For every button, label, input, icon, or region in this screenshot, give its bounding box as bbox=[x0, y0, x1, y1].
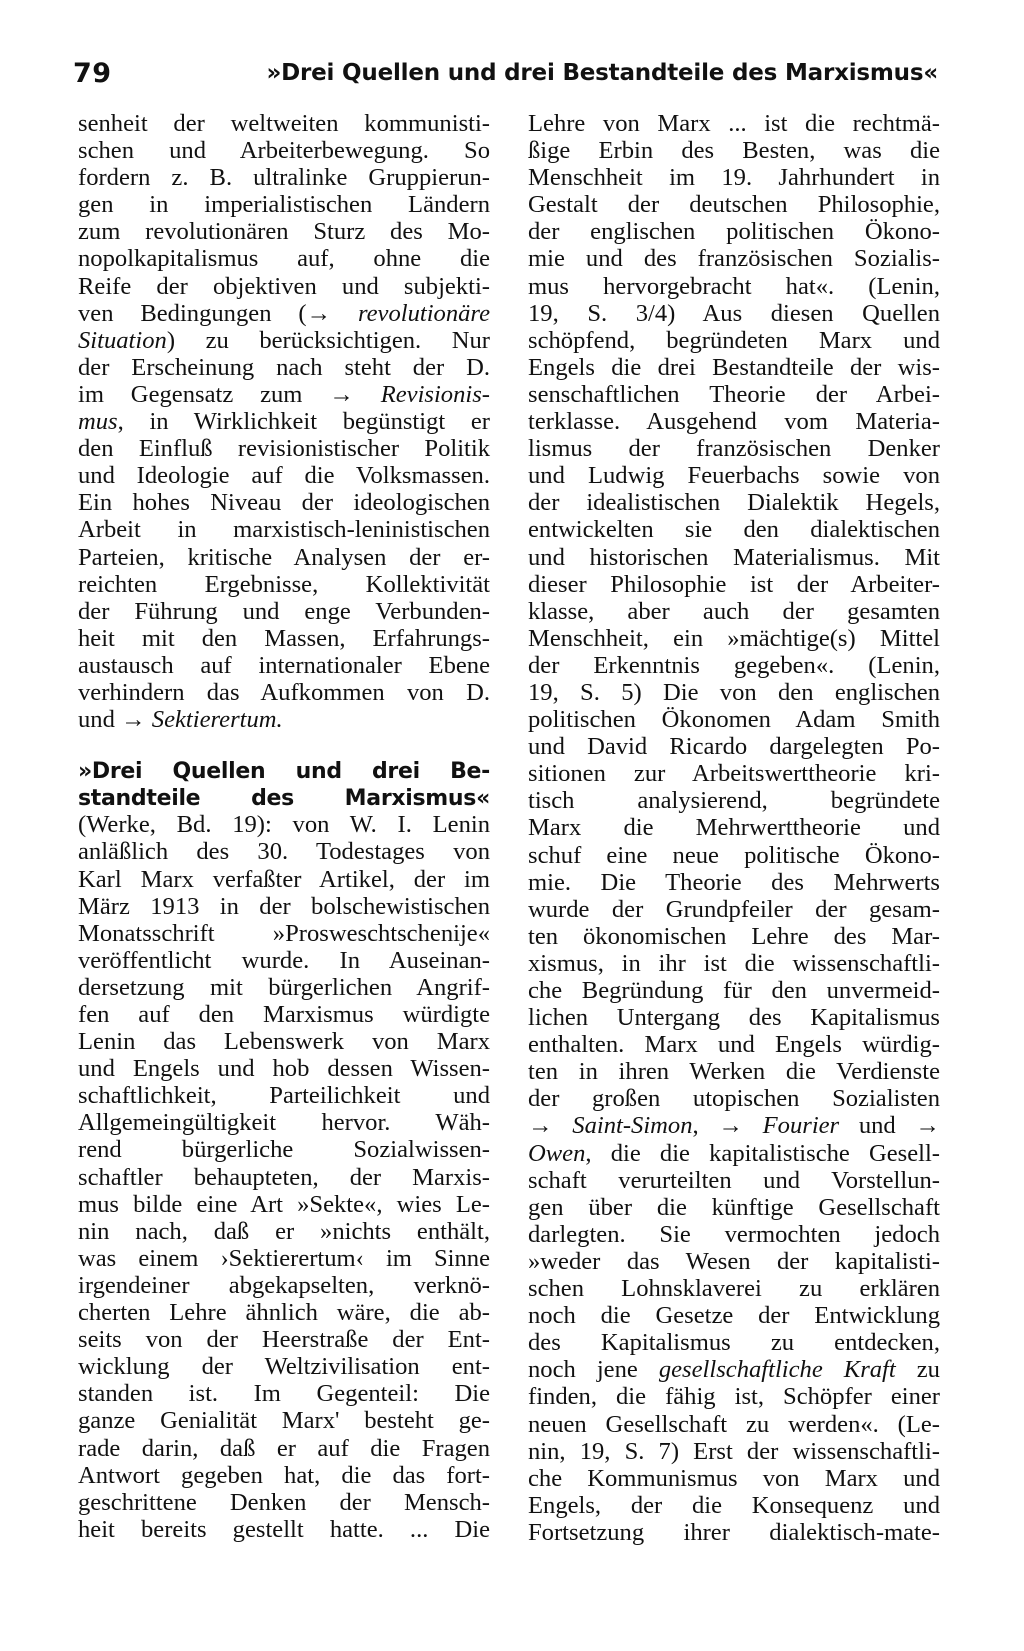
text-line bbox=[78, 598, 490, 625]
text-line bbox=[78, 544, 490, 571]
text-run: ven Bedingungen (→ bbox=[78, 299, 358, 327]
text-run: noch die Gesetze der Entwicklung bbox=[528, 1302, 940, 1330]
text-run: dieser Philosophie ist der Arbeiter- bbox=[528, 570, 940, 598]
text-run: nin nach, daß er »nichts enthält, bbox=[78, 1217, 490, 1245]
text-line bbox=[528, 977, 940, 1004]
text-run: Allgemeingültigkeit hervor. Wäh- bbox=[78, 1109, 490, 1137]
text-run: finden, die fähig ist, Schöpfer einer bbox=[528, 1383, 940, 1411]
text-line bbox=[78, 784, 490, 811]
text-run: politischen Ökonomen Adam Smith bbox=[528, 706, 940, 734]
text-line bbox=[528, 245, 940, 272]
italic-term: gesellschaftliche Kraft bbox=[658, 1356, 896, 1384]
text-line bbox=[528, 652, 940, 679]
text-line bbox=[78, 625, 490, 652]
text-run: noch jene bbox=[528, 1356, 659, 1384]
text-line bbox=[78, 1407, 490, 1434]
text-line bbox=[528, 1194, 940, 1221]
text-run: 19, S. 5) Die von den englischen bbox=[528, 678, 940, 706]
text-run: schen Lohnsklaverei zu erklären bbox=[528, 1275, 940, 1303]
text-run: wicklung der Weltzivilisation ent- bbox=[78, 1353, 490, 1381]
text-run: klasse, aber auch der gesamten bbox=[528, 597, 940, 625]
text-run: reichten Ergebnisse, Kollektivität bbox=[78, 570, 490, 598]
text-run: darlegten. Sie vermochten jedoch bbox=[528, 1220, 940, 1248]
text-line bbox=[78, 1299, 490, 1326]
text-run: der großen utopischen Sozialisten bbox=[528, 1085, 940, 1113]
text-run: Menschheit im 19. Jahrhundert in bbox=[528, 164, 940, 192]
text-line bbox=[78, 218, 490, 245]
text-line bbox=[528, 1248, 940, 1275]
text-line bbox=[528, 300, 940, 327]
text-run: , die die kapitalistische Gesell- bbox=[585, 1139, 940, 1167]
text-line bbox=[528, 869, 940, 896]
text-run: fen auf den Marxismus würdigte bbox=[78, 1001, 490, 1028]
text-run: che Kommunismus von Marx und bbox=[528, 1464, 940, 1492]
text-line bbox=[528, 110, 940, 137]
text-line bbox=[528, 1004, 940, 1031]
text-line bbox=[78, 1136, 490, 1163]
text-line bbox=[528, 571, 940, 598]
text-run: schöpfend, begründeten Marx und bbox=[528, 326, 940, 354]
text-line bbox=[528, 1356, 940, 1383]
text-line bbox=[78, 1353, 490, 1380]
text-line bbox=[78, 1001, 490, 1028]
text-run: irgendeiner abgekapselten, verknö- bbox=[78, 1271, 490, 1299]
text-line bbox=[78, 1082, 490, 1109]
italic-term: Situation bbox=[78, 326, 167, 354]
text-line bbox=[528, 1411, 940, 1438]
text-line bbox=[528, 950, 940, 977]
text-line bbox=[78, 408, 490, 435]
text-line bbox=[528, 354, 940, 381]
text-line bbox=[78, 354, 490, 381]
text-line bbox=[528, 1438, 940, 1465]
text-line bbox=[78, 920, 490, 947]
text-line bbox=[78, 191, 490, 218]
text-run: ) zu berücksichtigen. Nur bbox=[166, 326, 490, 354]
text-line bbox=[78, 1218, 490, 1245]
text-line bbox=[528, 1058, 940, 1085]
text-run: schaftler behaupteten, der Marxis- bbox=[78, 1163, 490, 1191]
text-line bbox=[528, 381, 940, 408]
text-run: Engels, der die Konsequenz und bbox=[528, 1491, 940, 1519]
text-line bbox=[78, 164, 490, 191]
text-run: gen in imperialistischen Ländern bbox=[78, 191, 490, 219]
text-line bbox=[78, 137, 490, 164]
text-run: Gestalt der deutschen Philosophie, bbox=[528, 191, 940, 219]
text-run: mus bilde eine Art »Sekte«, wies Le- bbox=[78, 1190, 490, 1218]
italic-term: mus bbox=[78, 408, 118, 436]
italic-term: Sektierertum. bbox=[151, 706, 283, 734]
text-run: der englischen politischen Ökono- bbox=[528, 218, 940, 246]
text-run: Engels die drei Bestandteile der wis- bbox=[528, 353, 940, 381]
text-line bbox=[528, 1112, 940, 1139]
text-line bbox=[78, 1109, 490, 1136]
text-line bbox=[78, 1164, 490, 1191]
text-line bbox=[78, 1272, 490, 1299]
text-line bbox=[78, 1028, 490, 1055]
text-run: Menschheit, ein »mächtige(s) Mittel bbox=[528, 624, 940, 652]
text-line bbox=[78, 838, 490, 865]
text-run: neuen Gesellschaft zu werden«. (Le- bbox=[528, 1410, 940, 1438]
text-line bbox=[78, 1326, 490, 1353]
text-run: geschrittene Denken der Mensch- bbox=[78, 1488, 490, 1516]
text-run: cherten Lehre ähnlich wäre, die ab- bbox=[78, 1299, 490, 1327]
text-line bbox=[78, 1245, 490, 1272]
text-line bbox=[528, 408, 940, 435]
paragraph-gap bbox=[78, 733, 490, 757]
text-run: Parteien, kritische Analysen der er- bbox=[78, 543, 490, 571]
text-line bbox=[78, 273, 490, 300]
text-line bbox=[528, 679, 940, 706]
text-run: seits von der Heerstraße der Ent- bbox=[78, 1326, 490, 1354]
text-line bbox=[78, 866, 490, 893]
text-line bbox=[528, 164, 940, 191]
text-line bbox=[528, 327, 940, 354]
text-run: der idealistischen Dialektik Hegels, bbox=[528, 489, 940, 517]
text-line bbox=[78, 1462, 490, 1489]
text-run: mie. Die Theorie des Mehrwerts bbox=[528, 868, 940, 896]
text-line bbox=[78, 811, 490, 838]
text-run: (Werke, Bd. 19): von W. I. Lenin bbox=[78, 811, 490, 839]
text-line bbox=[78, 1489, 490, 1516]
text-run: tisch analysierend, begründete bbox=[528, 787, 940, 815]
text-run: Ein hohes Niveau der ideologischen bbox=[78, 489, 490, 517]
text-run: fordern z. B. ultralinke Gruppierun- bbox=[78, 164, 490, 192]
text-line bbox=[78, 652, 490, 679]
text-run: im Gegensatz zum → bbox=[78, 380, 381, 408]
text-run: der Führung und enge Verbunden- bbox=[78, 597, 490, 625]
text-line bbox=[528, 273, 940, 300]
text-line bbox=[528, 760, 940, 787]
text-line bbox=[528, 1383, 940, 1410]
text-line bbox=[528, 1031, 940, 1058]
text-line bbox=[78, 1191, 490, 1218]
text-run: und historischen Materialismus. Mit bbox=[528, 543, 940, 571]
text-line bbox=[528, 1329, 940, 1356]
text-column-left bbox=[78, 110, 490, 1543]
text-run: den Einfluß revisionistischer Politik bbox=[78, 435, 490, 463]
text-run: gen über die künftige Gesellschaft bbox=[528, 1193, 940, 1221]
text-run: entwickelten sie den dialektischen bbox=[528, 516, 940, 544]
text-run: lichen Untergang des Kapitalismus bbox=[528, 1004, 940, 1032]
text-line bbox=[528, 598, 940, 625]
text-line bbox=[78, 571, 490, 598]
text-run: zu bbox=[895, 1356, 940, 1384]
text-run: März 1913 in der bolschewistischen bbox=[78, 892, 490, 920]
text-run: und → bbox=[78, 706, 152, 734]
text-run: und Engels und hob dessen Wissen- bbox=[78, 1055, 490, 1083]
text-run: was einem ›Sektierertum‹ im Sinne bbox=[78, 1244, 490, 1272]
text-line bbox=[528, 1302, 940, 1329]
text-run: enthalten. Marx und Engels würdig- bbox=[528, 1031, 940, 1059]
entry-heading: »Drei Quellen und drei Be- bbox=[78, 759, 490, 785]
text-run: senheit der weltweiten kommunisti- bbox=[78, 110, 490, 137]
text-line bbox=[78, 381, 490, 408]
text-line bbox=[78, 327, 490, 354]
text-run: nopolkapitalismus auf, ohne die bbox=[78, 245, 490, 273]
text-line bbox=[78, 1435, 490, 1462]
text-run: veröffentlicht wurde. In Auseinan- bbox=[78, 946, 490, 974]
text-run: »weder das Wesen der kapitalisti- bbox=[528, 1247, 940, 1275]
text-line bbox=[78, 110, 490, 137]
text-line bbox=[78, 757, 490, 784]
text-line bbox=[528, 625, 940, 652]
text-line bbox=[78, 1055, 490, 1082]
text-line bbox=[78, 435, 490, 462]
text-run: ten ökonomischen Lehre des Mar- bbox=[528, 922, 940, 950]
text-run: austausch auf internationaler Ebene bbox=[78, 651, 490, 679]
text-run: zum revolutionären Sturz des Mo- bbox=[78, 218, 490, 246]
text-line bbox=[78, 679, 490, 706]
text-run: sitionen zur Arbeitswerttheorie kri- bbox=[528, 760, 940, 788]
text-line bbox=[528, 191, 940, 218]
text-line bbox=[528, 896, 940, 923]
running-head: »Drei Quellen und drei Bestandteile des Marxismus« bbox=[266, 60, 938, 86]
text-line bbox=[528, 218, 940, 245]
text-run: rade darin, daß er auf die Fragen bbox=[78, 1434, 490, 1462]
text-line bbox=[528, 1492, 940, 1519]
text-run: Arbeit in marxistisch-leninistischen bbox=[78, 516, 490, 544]
text-run: Monatsschrift »Prosweschtschenije« bbox=[78, 919, 490, 947]
text-line bbox=[528, 1465, 940, 1492]
text-line bbox=[528, 544, 940, 571]
text-run: nin, 19, S. 7) Erst der wissenschaftli- bbox=[528, 1437, 940, 1465]
text-run: verhindern das Aufkommen von D. bbox=[78, 678, 490, 706]
text-line bbox=[78, 300, 490, 327]
text-run: der Erscheinung nach steht der D. bbox=[78, 353, 490, 381]
italic-term: Saint-Simon bbox=[572, 1112, 693, 1140]
text-run: rend bürgerliche Sozialwissen- bbox=[78, 1136, 490, 1164]
text-line bbox=[78, 245, 490, 272]
text-run: schen und Arbeiterbewegung. So bbox=[78, 137, 490, 165]
text-run: che Begründung für den unvermeid- bbox=[528, 977, 940, 1004]
text-run: standen ist. Im Gegenteil: Die bbox=[78, 1380, 490, 1408]
text-run: schaftlichkeit, Parteilichkeit und bbox=[78, 1082, 490, 1110]
text-line bbox=[78, 893, 490, 920]
text-line bbox=[528, 842, 940, 869]
text-run: dersetzung mit bürgerlichen Angrif- bbox=[78, 973, 490, 1001]
text-run: heit mit den Massen, Erfahrungs- bbox=[78, 624, 490, 652]
text-line bbox=[528, 462, 940, 489]
text-line bbox=[78, 516, 490, 543]
text-line bbox=[78, 974, 490, 1001]
text-line bbox=[528, 1085, 940, 1112]
text-line bbox=[78, 489, 490, 516]
text-run: → bbox=[528, 1112, 573, 1140]
text-run: des Kapitalismus zu entdecken, bbox=[528, 1329, 940, 1357]
text-line bbox=[528, 1221, 940, 1248]
text-line bbox=[528, 706, 940, 733]
italic-term: Owen bbox=[528, 1139, 586, 1167]
text-run: lismus der französischen Denker bbox=[528, 435, 940, 463]
text-line bbox=[528, 1140, 940, 1167]
text-line bbox=[528, 814, 940, 841]
italic-term: Revisionis- bbox=[380, 380, 490, 408]
text-line bbox=[528, 1519, 940, 1546]
text-run: Lehre von Marx ... ist die rechtmä- bbox=[528, 110, 940, 137]
text-line bbox=[528, 516, 940, 543]
text-run: Fortsetzung ihrer dialektisch-mate- bbox=[528, 1518, 940, 1546]
text-run: xismus, in ihr ist die wissenschaftli- bbox=[528, 949, 940, 977]
text-line bbox=[78, 462, 490, 489]
text-line bbox=[78, 706, 490, 733]
text-column-right bbox=[528, 110, 940, 1546]
text-run: wurde der Grundpfeiler der gesam- bbox=[528, 895, 940, 923]
text-run: mus hervorgebracht hat«. (Lenin, bbox=[528, 272, 940, 300]
text-line bbox=[528, 489, 940, 516]
text-run: terklasse. Ausgehend vom Materia- bbox=[528, 408, 940, 436]
text-run: Marx die Mehrwerttheorie und bbox=[528, 814, 940, 842]
text-run: ganze Genialität Marx' besteht ge- bbox=[78, 1407, 490, 1435]
text-run: und Ludwig Feuerbachs sowie von bbox=[528, 462, 940, 490]
italic-term: revolutionäre bbox=[357, 299, 490, 327]
text-run: Antwort gegeben hat, die das fort- bbox=[78, 1461, 490, 1489]
text-line bbox=[78, 1516, 490, 1543]
text-run: und Ideologie auf die Volksmassen. bbox=[78, 462, 490, 490]
text-run: Reife der objektiven und subjekti- bbox=[78, 272, 490, 300]
entry-heading: standteile des Marxismus« bbox=[78, 786, 490, 812]
text-run: Lenin das Lebenswerk von Marx bbox=[78, 1028, 490, 1056]
text-run: senschaftlichen Theorie der Arbei- bbox=[528, 380, 940, 408]
text-run: Karl Marx verfaßter Artikel, der im bbox=[78, 865, 490, 893]
text-line bbox=[78, 1380, 490, 1407]
text-run: , → bbox=[692, 1112, 763, 1140]
text-line bbox=[528, 137, 940, 164]
text-run: anläßlich des 30. Todestages von bbox=[78, 838, 490, 866]
text-run: ßige Erbin des Besten, was die bbox=[528, 137, 940, 165]
text-run: mie und des französischen Sozialis- bbox=[528, 245, 940, 273]
text-line bbox=[528, 1167, 940, 1194]
text-run: heit bereits gestellt hatte. ... Die bbox=[78, 1515, 490, 1543]
text-run: schaft verurteilten und Vorstellun- bbox=[528, 1166, 940, 1194]
text-line bbox=[78, 947, 490, 974]
text-run: ten in ihren Werken die Verdienste bbox=[528, 1058, 940, 1086]
text-line bbox=[528, 923, 940, 950]
text-run: der Erkenntnis gegeben«. (Lenin, bbox=[528, 651, 940, 679]
italic-term: Fourier bbox=[762, 1112, 840, 1140]
text-line bbox=[528, 733, 940, 760]
page-number: 79 bbox=[73, 58, 112, 89]
text-line bbox=[528, 435, 940, 462]
text-run: 19, S. 3/4) Aus diesen Quellen bbox=[528, 299, 940, 327]
text-run: , in Wirklichkeit begünstigt er bbox=[117, 408, 490, 436]
text-run: und David Ricardo dargelegten Po- bbox=[528, 733, 940, 761]
text-run: und → bbox=[839, 1112, 940, 1140]
text-run: schuf eine neue politische Ökono- bbox=[528, 841, 940, 869]
text-line bbox=[528, 787, 940, 814]
text-line bbox=[528, 1275, 940, 1302]
